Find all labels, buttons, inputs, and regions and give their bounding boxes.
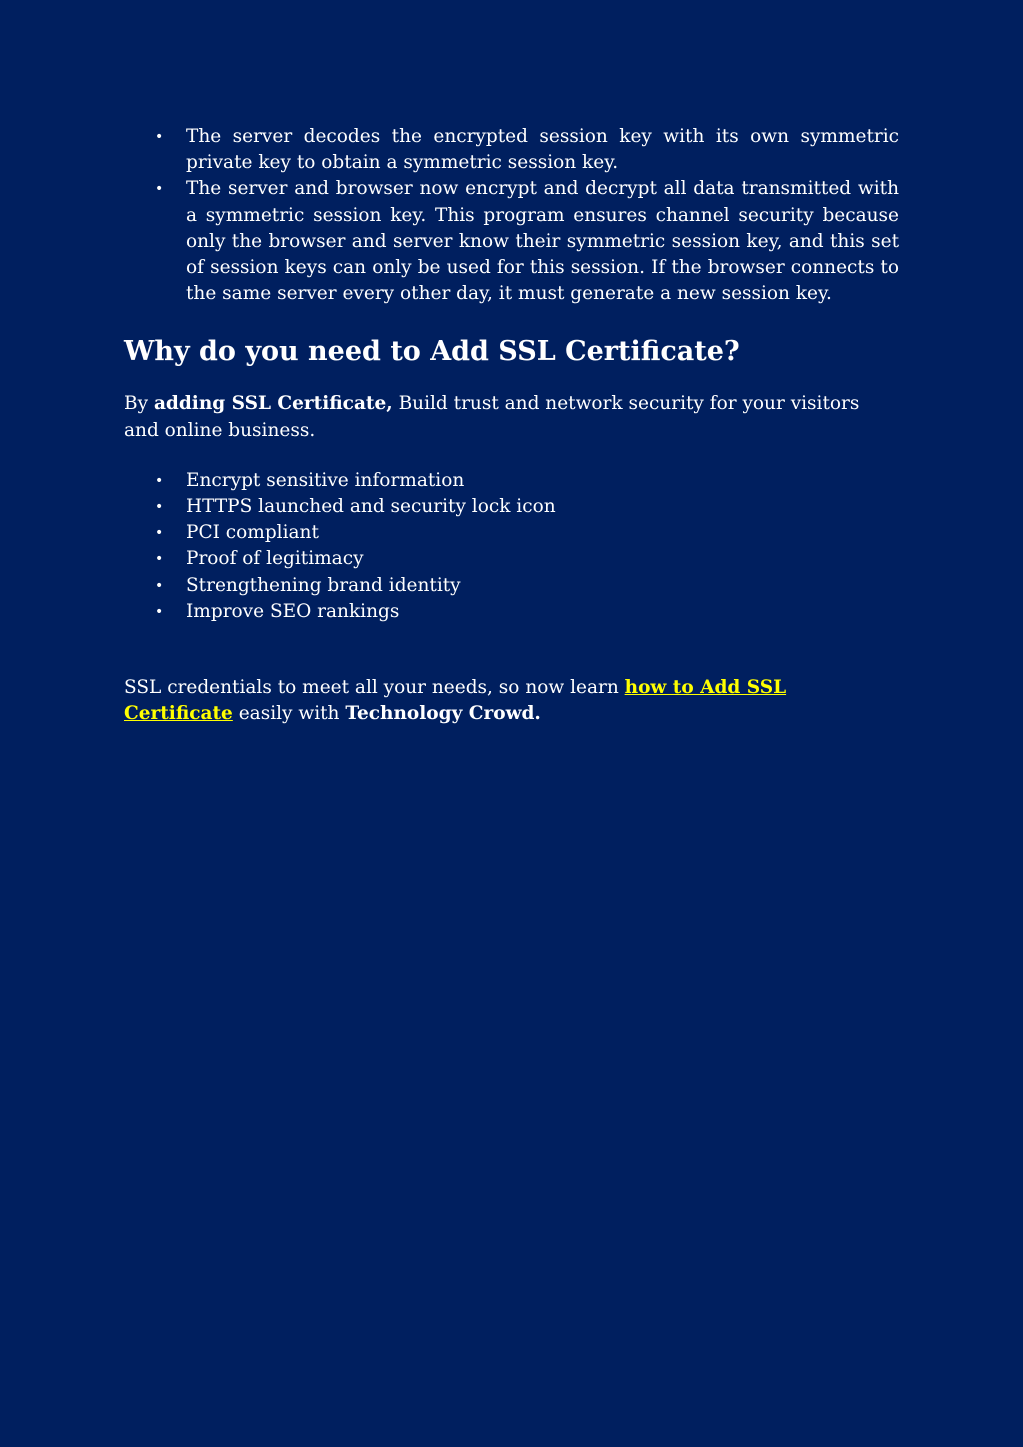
bullet-icon: • bbox=[155, 499, 164, 516]
document-page bbox=[124, 124, 899, 727]
bullet-icon: • bbox=[155, 577, 164, 594]
closing-paragraph bbox=[124, 675, 899, 727]
list-item bbox=[124, 546, 899, 572]
list-item-text: HTTPS launched and security lock icon bbox=[186, 496, 556, 518]
intro-suffix: Build trust and network security for your visitors and online business. bbox=[124, 393, 860, 441]
list-item-text: Proof of legitimacy bbox=[186, 548, 364, 570]
benefits-list bbox=[124, 468, 899, 625]
closing-middle: easily with bbox=[232, 703, 346, 725]
list-item bbox=[124, 468, 899, 494]
list-item bbox=[124, 599, 899, 625]
list-item bbox=[124, 494, 899, 520]
list-item-text: PCI compliant bbox=[186, 522, 319, 544]
bullet-icon: • bbox=[155, 129, 164, 145]
list-item-text: Encrypt sensitive information bbox=[186, 469, 465, 491]
bullet-icon: • bbox=[155, 525, 164, 542]
list-item-text: The server and browser now encrypt and decrypt all data transmitted with a symmetric session key. This program ensures channel security because only the browser and server know their symmetric session key, and this set of session keys can only be used for this session. If the browser connects to the same server every other day, it must generate a new session key. bbox=[186, 178, 899, 305]
section-heading: Why do you need to Add SSL Certificate? bbox=[124, 336, 740, 368]
process-steps-list bbox=[124, 124, 899, 307]
closing-prefix: SSL credentials to meet all your needs, so now learn bbox=[124, 677, 625, 699]
list-item bbox=[124, 520, 899, 546]
list-item bbox=[124, 176, 899, 307]
bullet-icon: • bbox=[155, 472, 164, 489]
list-item-text: Strengthening brand identity bbox=[186, 574, 461, 596]
list-item-text: The server decodes the encrypted session key with its own symmetric private key to obtain a symmetric session key. bbox=[186, 126, 899, 174]
intro-paragraph bbox=[124, 391, 899, 443]
bullet-icon: • bbox=[155, 181, 164, 198]
list-item bbox=[124, 573, 899, 599]
list-item bbox=[124, 124, 899, 176]
list-item-text: Improve SEO rankings bbox=[186, 600, 400, 622]
bullet-icon: • bbox=[155, 603, 164, 620]
brand-name: Technology Crowd. bbox=[345, 703, 541, 725]
bullet-icon: • bbox=[155, 551, 164, 568]
intro-bold: adding SSL Certificate, bbox=[153, 393, 393, 415]
add-ssl-certificate-link[interactable]: how to Add SSL Certificate bbox=[124, 677, 787, 725]
intro-prefix: By bbox=[124, 393, 154, 415]
